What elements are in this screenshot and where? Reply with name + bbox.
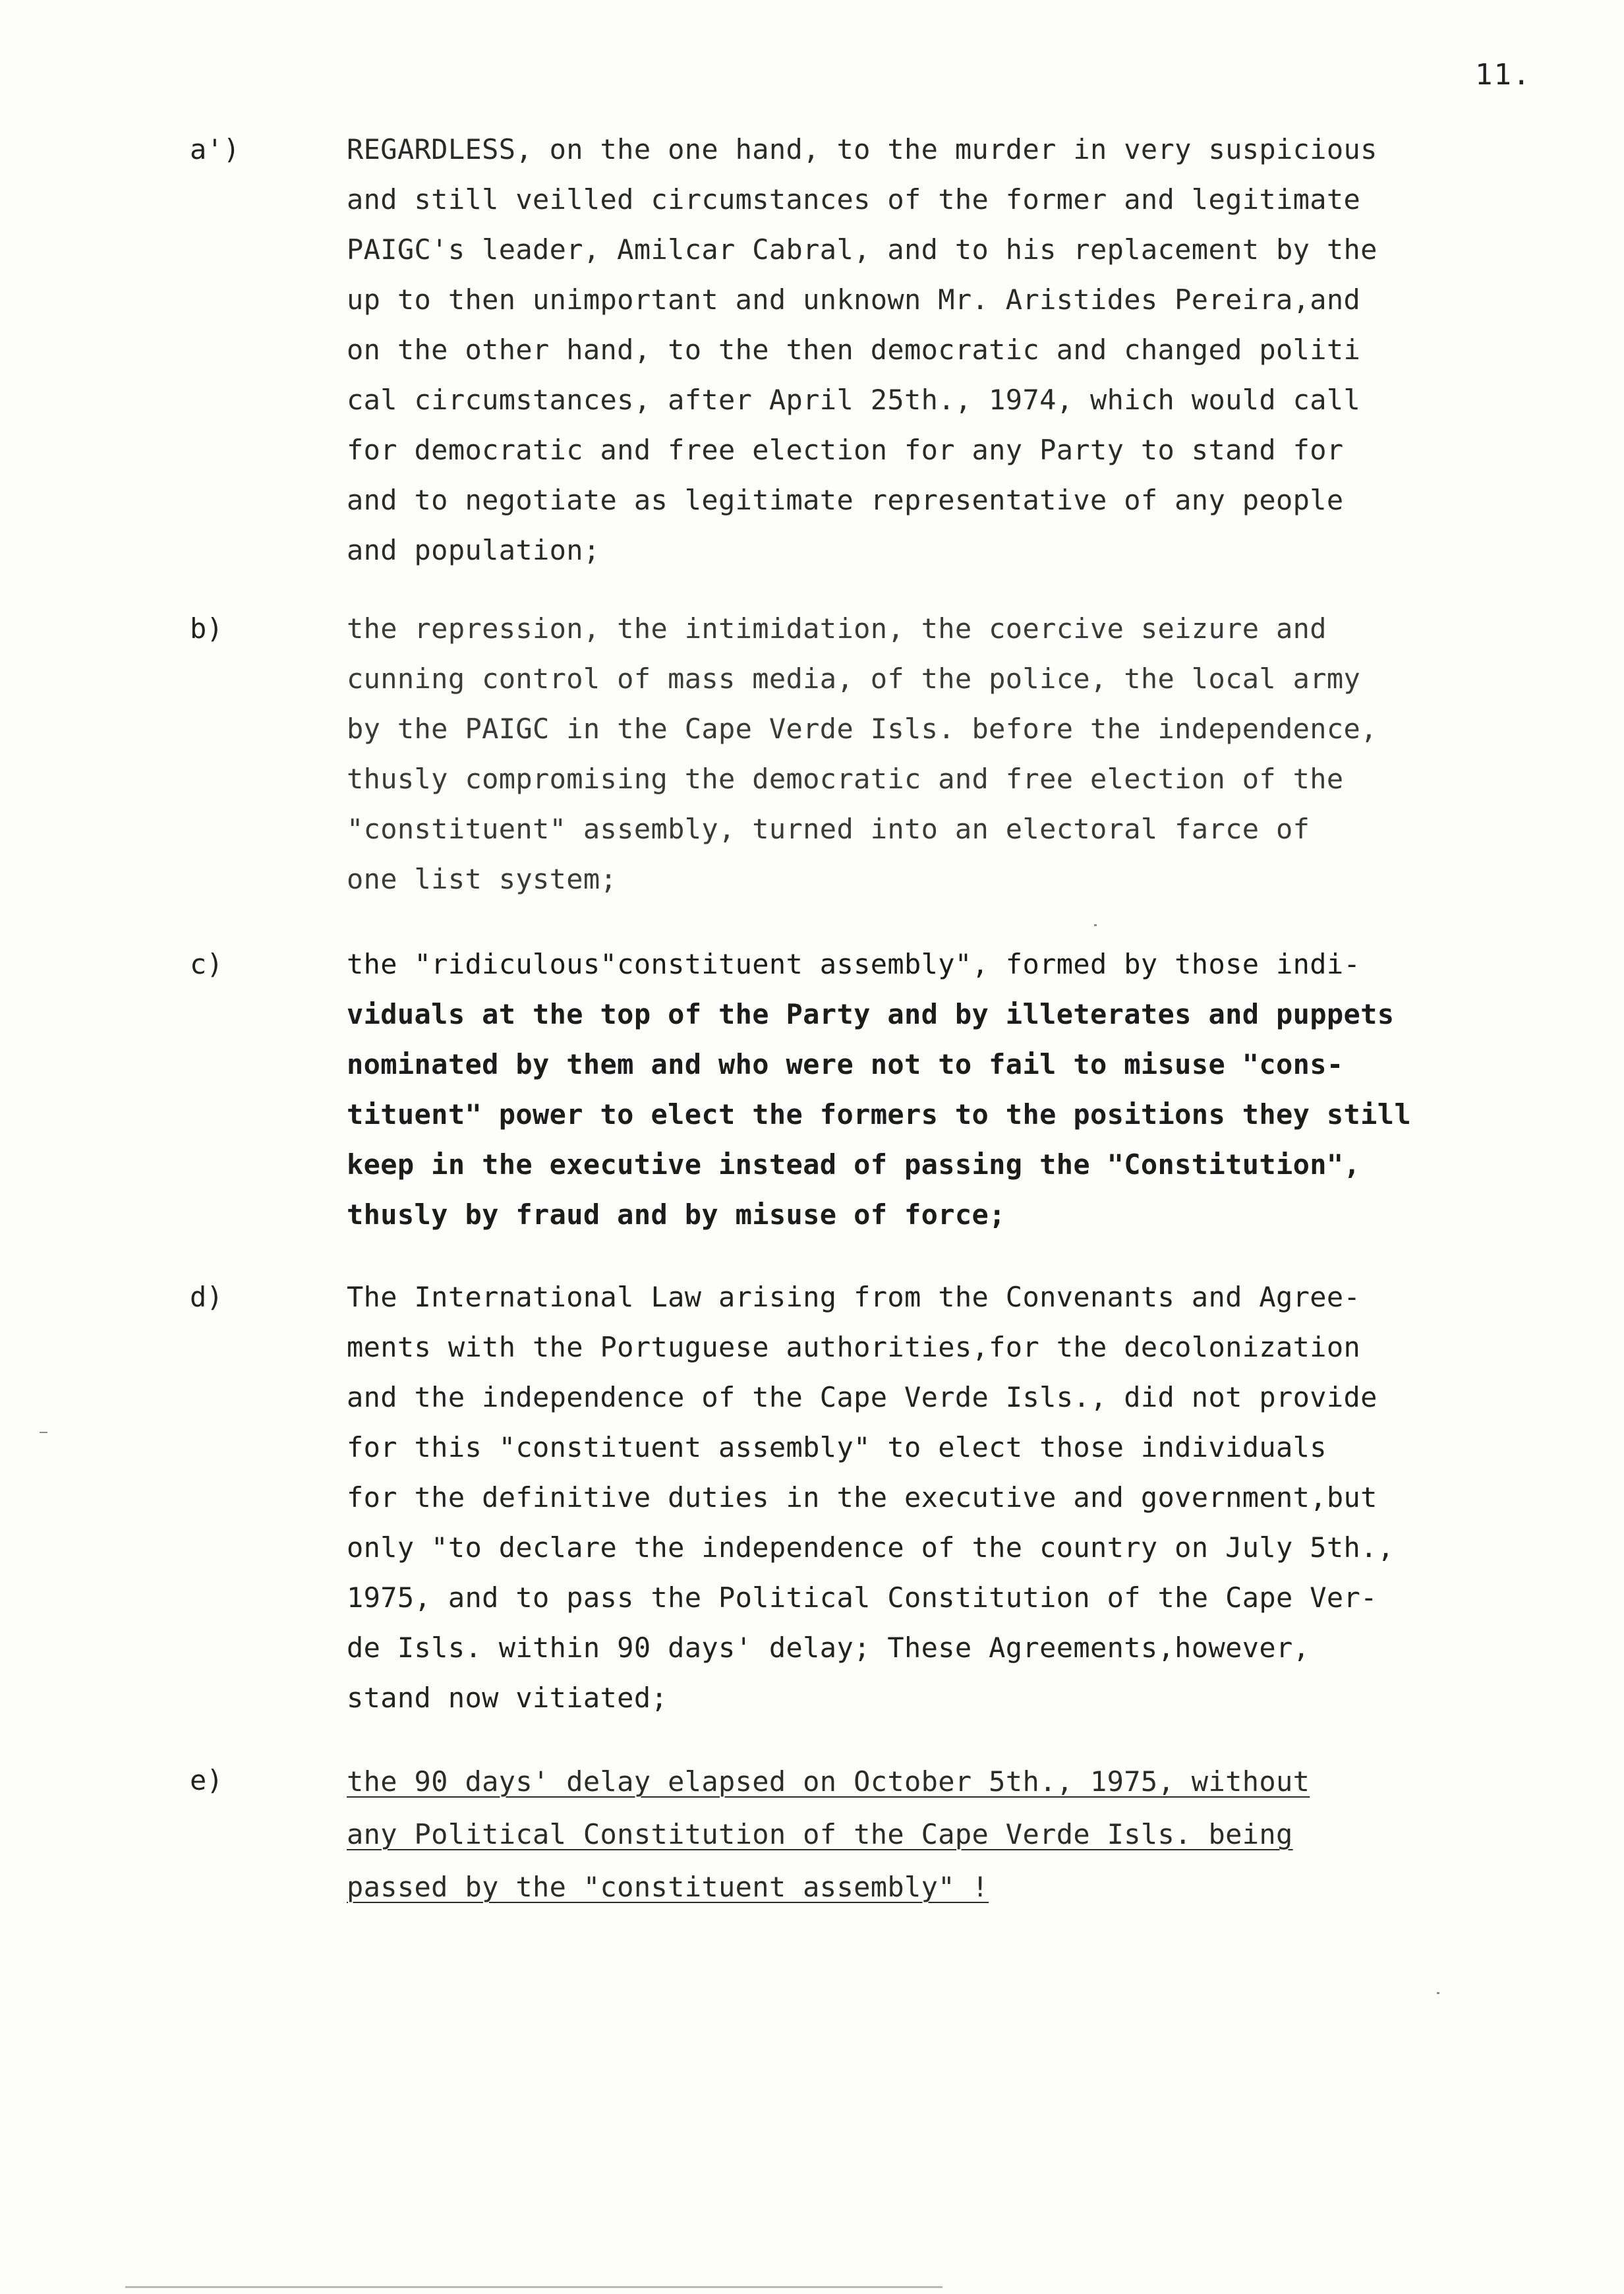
text-line: the 90 days' delay elapsed on October 5th., 1975, without xyxy=(347,1765,1310,1798)
text-line: ments with the Portuguese authorities,for the decolonization xyxy=(347,1331,1361,1363)
text-line: passed by the "constituent assembly" ! xyxy=(347,1871,989,1903)
item-label: b) xyxy=(190,612,223,645)
text-line: PAIGC's leader, Amilcar Cabral, and to his replacement by the xyxy=(347,233,1378,266)
page-number: 11. xyxy=(1475,58,1532,92)
item-text xyxy=(347,125,1586,575)
text-line: by the PAIGC in the Cape Verde Isls. before the independence, xyxy=(347,713,1378,745)
item-text xyxy=(347,1272,1586,1723)
text-line: tituent" power to elect the formers to the positions they still xyxy=(347,1098,1412,1131)
item-label: c) xyxy=(190,948,223,980)
text-line: cunning control of mass media, of the police, the local army xyxy=(347,662,1361,695)
text-line: 1975, and to pass the Political Constitution of the Cape Ver- xyxy=(347,1581,1378,1614)
text-line: only "to declare the independence of the country on July 5th., xyxy=(347,1531,1395,1564)
text-line: the repression, the intimidation, the coercive seizure and xyxy=(347,612,1327,645)
text-line: the "ridiculous"constituent assembly", formed by those indi- xyxy=(347,948,1361,980)
text-line: and still veilled circumstances of the former and legitimate xyxy=(347,183,1361,216)
item-text xyxy=(347,604,1586,904)
text-line: on the other hand, to the then democratic and changed politi xyxy=(347,334,1361,366)
text-line: up to then unimportant and unknown Mr. Aristides Pereira,and xyxy=(347,283,1361,316)
text-line: cal circumstances, after April 25th., 1974, which would call xyxy=(347,384,1361,416)
item-text xyxy=(347,939,1586,1240)
text-line: viduals at the top of the Party and by illeterates and puppets xyxy=(347,998,1395,1030)
bottom-rule xyxy=(125,2286,942,2288)
text-line: "constituent" assembly, turned into an electoral farce of xyxy=(347,813,1310,845)
text-line: and the independence of the Cape Verde Isls., did not provide xyxy=(347,1381,1378,1413)
text-line: thusly by fraud and by misuse of force; xyxy=(347,1198,1006,1231)
text-line: and to negotiate as legitimate representative of any people xyxy=(347,484,1344,516)
text-line: for democratic and free election for any Party to stand for xyxy=(347,434,1344,466)
scan-speck xyxy=(1094,924,1097,926)
text-line: de Isls. within 90 days' delay; These Agreements,however, xyxy=(347,1632,1310,1664)
text-line: thusly compromising the democratic and free election of the xyxy=(347,763,1344,795)
text-line: nominated by them and who were not to fail to misuse "cons- xyxy=(347,1048,1344,1080)
text-line: any Political Constitution of the Cape Verde Isls. being xyxy=(347,1818,1293,1850)
text-line: for the definitive duties in the executive and government,but xyxy=(347,1481,1378,1514)
text-line: stand now vitiated; xyxy=(347,1682,668,1714)
text-line: The International Law arising from the Convenants and Agree- xyxy=(347,1281,1361,1313)
item-label: a') xyxy=(190,133,240,165)
text-line: one list system; xyxy=(347,863,618,895)
item-text xyxy=(347,1755,1586,1914)
scan-speck xyxy=(1437,1992,1439,1994)
text-line: and population; xyxy=(347,534,600,566)
item-label: d) xyxy=(190,1281,223,1313)
text-line: REGARDLESS, on the one hand, to the murder in very suspicious xyxy=(347,133,1378,165)
item-label: e) xyxy=(190,1764,223,1796)
text-line: for this "constituent assembly" to elect those individuals xyxy=(347,1431,1327,1463)
scan-speck xyxy=(40,1432,47,1433)
text-line: keep in the executive instead of passing the "Constitution", xyxy=(347,1148,1361,1181)
